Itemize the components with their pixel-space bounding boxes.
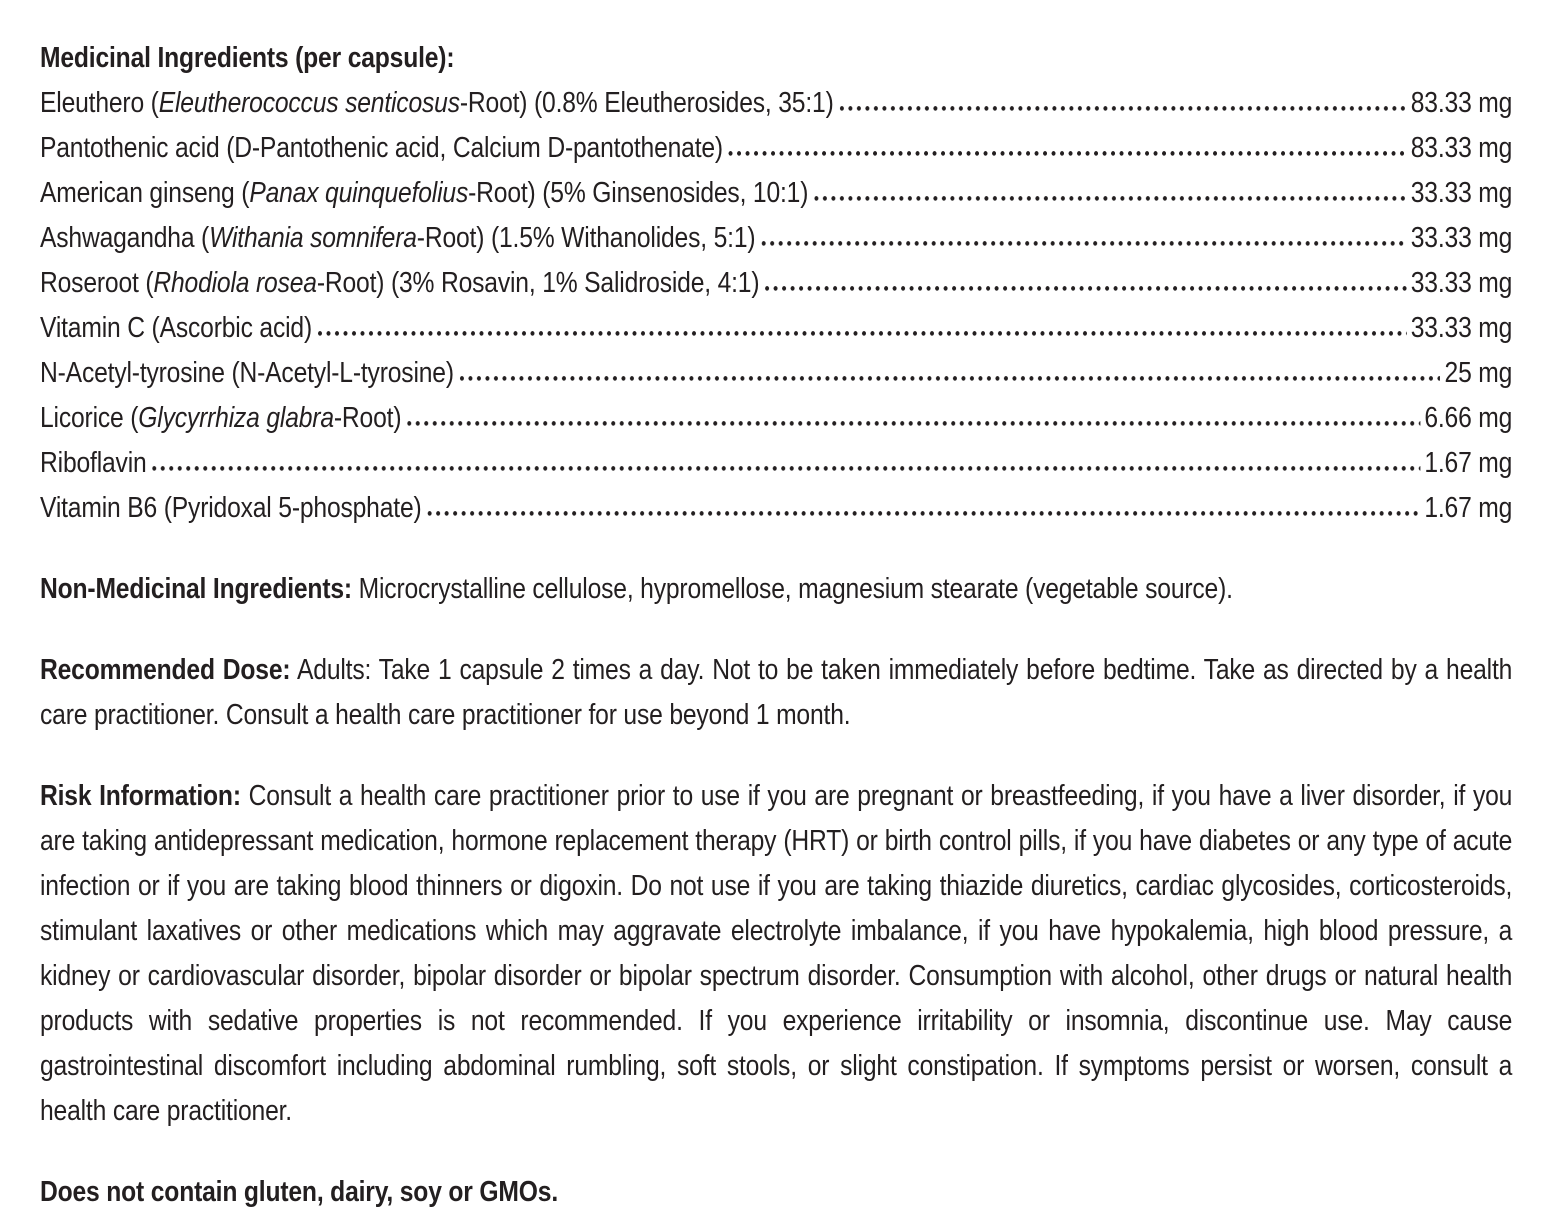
medicinal-ingredients-heading: Medicinal Ingredients (per capsule): [40, 42, 455, 74]
ingredient-row [40, 396, 1512, 441]
ingredient-row [40, 441, 1512, 486]
dotted-leader [761, 241, 1406, 247]
dotted-leader [840, 106, 1407, 112]
ingredient-amount: 33.33 mg [1410, 177, 1513, 209]
dotted-leader [814, 196, 1406, 202]
ingredient-row [40, 306, 1512, 351]
ingredient-amount: 25 mg [1444, 357, 1513, 389]
risk-information-paragraph [40, 774, 1512, 1134]
ingredient-amount: 1.67 mg [1424, 447, 1513, 479]
supplement-facts-panel [40, 36, 1512, 1215]
ingredient-name: Riboflavin [40, 447, 147, 479]
ingredient-amount: 6.66 mg [1424, 402, 1513, 434]
ingredient-row [40, 126, 1512, 171]
recommended-dose-label: Recommended Dose: [40, 654, 291, 686]
ingredient-row [40, 81, 1512, 126]
ingredient-amount: 83.33 mg [1410, 87, 1513, 119]
non-medicinal-paragraph [40, 567, 1512, 612]
dotted-leader [460, 376, 1440, 382]
dotted-leader [318, 331, 1407, 337]
ingredient-name: Vitamin B6 (Pyridoxal 5-phosphate) [40, 492, 422, 524]
ingredient-row [40, 216, 1512, 261]
ingredient-amount: 33.33 mg [1410, 312, 1513, 344]
ingredient-row [40, 351, 1512, 396]
dotted-leader [729, 151, 1407, 157]
ingredient-amount: 33.33 mg [1410, 267, 1513, 299]
dotted-leader [427, 511, 1420, 517]
allergen-statement: Does not contain gluten, dairy, soy or GMOs. [40, 1176, 558, 1208]
risk-information-label: Risk Information: [40, 780, 241, 812]
ingredient-amount: 83.33 mg [1410, 132, 1513, 164]
ingredient-amount: 1.67 mg [1424, 492, 1513, 524]
ingredient-row [40, 171, 1512, 216]
risk-information-text: Consult a health care practitioner prior to use if you are pregnant or breastfeeding, if you have a liver disorder, if you are taking antidepressant medication, hormone replacement therapy (HRT) or birth control pills, if you have diabetes or any type of acute infection or if you are taking blood thinners or digoxin. Do not use if you are taking thiazide diuretics, cardiac glycosides, corticosteroids, stimulant laxatives or other medications which may aggravate electrolyte imbalance, if you have hypokalemia, high blood pressure, a kidney or cardiovascular disorder, bipolar disorder or bipolar spectrum disorder. Consumption with alcohol, other drugs or natural health products with sedative properties is not recommended. If you experience irritability or insomnia, discontinue use. May cause gastrointestinal discomfort including abdominal rumbling, soft stools, or slight constipation. If symptoms persist or worsen, consult a health care practitioner. [40, 780, 1513, 1127]
recommended-dose-paragraph [40, 648, 1512, 738]
non-medicinal-label: Non-Medicinal Ingredients: [40, 573, 352, 605]
ingredient-list [40, 81, 1512, 531]
ingredient-name: Vitamin C (Ascorbic acid) [40, 312, 313, 344]
ingredient-name: American ginseng (Panax quinquefolius-Root) (5% Ginsenosides, 10:1) [40, 177, 809, 209]
ingredient-name: Pantothenic acid (D-Pantothenic acid, Calcium D-pantothenate) [40, 132, 723, 164]
dotted-leader [152, 466, 1420, 472]
ingredient-amount: 33.33 mg [1410, 222, 1513, 254]
dotted-leader [765, 286, 1406, 292]
dotted-leader [407, 421, 1420, 427]
ingredient-name: Eleuthero (Eleutherococcus senticosus-Root) (0.8% Eleutherosides, 35:1) [40, 87, 834, 119]
ingredient-name: Ashwagandha (Withania somnifera-Root) (1.5% Withanolides, 5:1) [40, 222, 756, 254]
non-medicinal-text: Microcrystalline cellulose, hypromellose, magnesium stearate (vegetable source). [351, 573, 1233, 605]
ingredient-row [40, 261, 1512, 306]
ingredient-row [40, 486, 1512, 531]
ingredient-name: Roseroot (Rhodiola rosea-Root) (3% Rosavin, 1% Salidroside, 4:1) [40, 267, 760, 299]
ingredient-name: Licorice (Glycyrrhiza glabra-Root) [40, 402, 402, 434]
ingredient-name: N-Acetyl-tyrosine (N-Acetyl-L-tyrosine) [40, 357, 454, 389]
recommended-dose-text: Adults: Take 1 capsule 2 times a day. Not to be taken immediately before bedtime. Take as directed by a health care practitioner. Consult a health care practitioner for use beyond 1 month. [40, 654, 1513, 731]
